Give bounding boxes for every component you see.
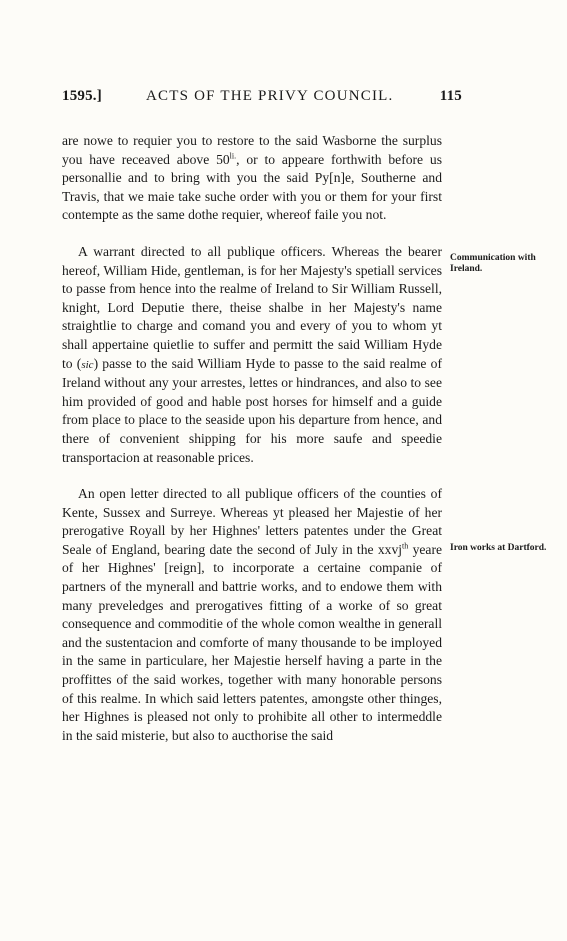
paragraph-2-text-b: ) passe to the said William Hyde to passe to the said realme of Ireland without any your arrestes, lettes or hindrances, and also to see him provided of good and hable post horses for himself and a guide from place to place to the seaside upon his departure from hence, and there of convenient shipping for his more saufe and speedie transportacion at reasonable prices. — [62, 355, 443, 465]
paragraph-3-superscript: th — [402, 541, 409, 551]
paragraph-1-superscript: li. — [229, 151, 237, 161]
body-text — [62, 132, 442, 763]
page-number: 115 — [439, 88, 462, 104]
paragraph-3-text-b: yeare of her Highnes' [reign], to incorporate a certaine companie of partners of the mynerall and battrie works, and to endowe them with many preveledges and prerogatives fitting of a worke of so great consequence and commoditie of the whole comon wealthe in generall and the sustentacion and comforte of many thousande to be imployed in the same in particulare, her Majestie herself having a parte in the proffittes of the said workes, together with many honorable persons of this realme. In which said letters patentes, amongste other thinges, her Highnes is pleased not only to prohibite all other to intermeddle in the said misterie, but also to aucthorise the said — [62, 541, 443, 743]
paragraph-1-text-b: , or to appeare forthwith before us personallie and to bring with you the said Py[n]e, Southerne and Travis, that we maie take suche order with you or them for your first contempte as the same dothe requier, whereof faile you not. — [62, 151, 442, 223]
paragraph-3-text-a: An open letter directed to all publique officers of the counties of Kente, Sussex and Surreye. Whereas yt pleased her Majestie of her prerogative Royall by her Highnes' letters patentes under the Great Seale of England, bearing date the second of July in the xxvj — [62, 486, 442, 557]
margin-note-iron-works: Iron works at Dartford. — [450, 543, 547, 553]
paragraph-2-text-a: A warrant directed to all publique officers. Whereas the bearer hereof, William Hide, gentleman, is for her Majesty's spetiall services to passe from hence into the realme of Ireland to Sir William Russell, knight, Lord Deputie there, theise shalbe in her Majesty's name straightlie to charge and comand you and every of you to whom yt shall appertaine quietlie to suffer and permitt the said William Hyde to ( — [62, 243, 442, 371]
header-title: ACTS OF THE PRIVY COUNCIL. — [146, 88, 394, 104]
margin-note-ireland: Communication with Ireland. — [450, 253, 536, 274]
header-year: 1595.] — [62, 88, 102, 104]
paragraph-2-sic: sic — [81, 358, 94, 371]
paragraph-1 — [62, 132, 442, 225]
paragraph-1-text-a: are nowe to requier you to restore to the said Wasborne the surplus you have receaved above 50 — [62, 133, 442, 167]
